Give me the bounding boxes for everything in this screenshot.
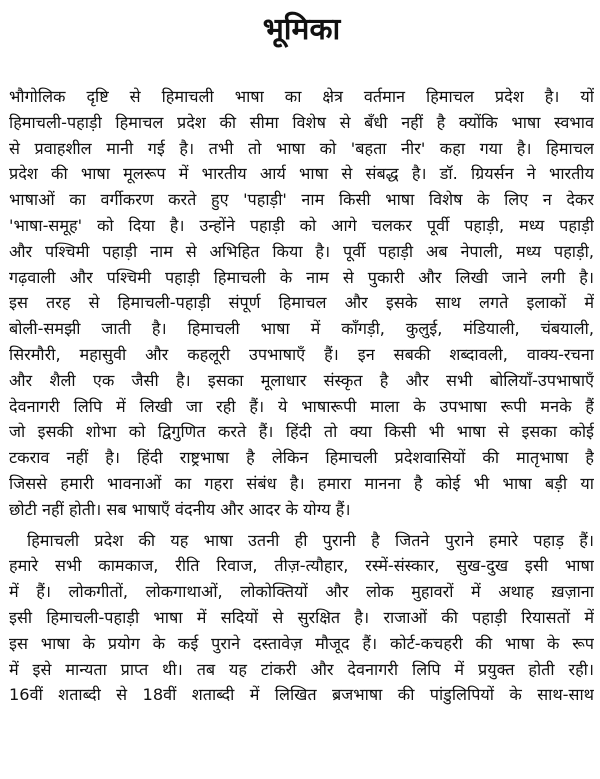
text-line: 16वीं शताब्दी से 18वीं शताब्दी में लिखित ब्रजभाषा की पांडुलिपियों के साथ-साथ <box>9 685 594 705</box>
text-line: हमारे सभी कामकाज, रीति रिवाज, तीज़-त्यौहार, रस्में-संस्कार, सुख-दुख इसी भाषा <box>9 556 594 576</box>
text-line: छोटी नहीं होती। सब भाषाएँ वंदनीय और आदर के योग्य हैं। <box>9 499 351 519</box>
text-line: इसी हिमाचली-पहाड़ी भाषा में सदियों से सुरक्षित है। राजाओं की पहाड़ी रियासतों में <box>9 607 594 627</box>
page-title: भूमिका <box>262 12 341 47</box>
text-line: इस भाषा के प्रयोग के कई पुराने दस्तावेज़ मौजूद हैं। कोर्ट-कचहरी की भाषा के रूप <box>9 633 594 653</box>
text-line: हिमाचली प्रदेश की यह भाषा उतनी ही पुरानी है जितने पुराने हमारे पहाड़ हैं। <box>27 530 594 550</box>
text-line: जिससे हमारी भावनाओं का गहरा संबंध है। हमारा मानना है कोई भी भाषा बड़ी या <box>9 473 594 493</box>
text-line: हिमाचली-पहाड़ी हिमाचल प्रदेश की सीमा विशेष से बँधी नहीं है क्योंकि भाषा स्वभाव <box>9 112 594 132</box>
text-line: भौगोलिक दृष्टि से हिमाचली भाषा का क्षेत्र वर्तमान हिमाचल प्रदेश है। यों <box>9 87 594 106</box>
text-line: इस तरह से हिमाचली-पहाड़ी संपूर्ण हिमाचल और इसके साथ लगते इलाकों में <box>9 293 594 313</box>
text-line: में हैं। लोकगीतों, लोकगाथाओं, लोकोक्तियों और लोक मुहावरों में अथाह ख़ज़ाना <box>9 582 594 602</box>
text-line: टकराव नहीं है। हिंदी राष्ट्रभाषा है लेकिन हिमाचली प्रदेशवासियों की मातृभाषा है <box>9 448 594 468</box>
text-line: और शैली एक जैसी है। इसका मूलाधार संस्कृत है और सभी बोलियाँ-उपभाषाएँ <box>9 370 594 390</box>
text-line: भाषाओं का वर्गीकरण करते हुए 'पहाड़ी' नाम किसी भाषा विशेष के लिए न देकर <box>9 190 594 210</box>
text-line: सिरमौरी, महासुवी और कहलूरी उपभाषाएँ हैं। इन सबकी शब्दावली, वाक्य-रचना <box>9 344 594 364</box>
text-line: जो इसकी शोभा को द्विगुणित करते हैं। हिंदी तो क्या किसी भी भाषा से इसका कोई <box>9 422 594 442</box>
text-line: से प्रवाहशील मानी गई है। तभी तो भाषा को 'बहता नीर' कहा गया है। हिमाचल <box>9 138 594 158</box>
text-line: गढ़वाली और पश्चिमी पहाड़ी हिमाचली के नाम से पुकारी और लिखी जाने लगी है। <box>9 267 594 287</box>
text-line: में इसे मान्यता प्राप्त थी। तब यह टांकरी और देवनागरी लिपि में प्रयुक्त होती रही। <box>9 659 594 679</box>
text-line: और पश्चिमी पहाड़ी नाम से अभिहित किया है। पूर्वी पहाड़ी अब नेपाली, मध्य पहाड़ी, <box>9 241 594 261</box>
text-line: 'भाषा-समूह' को दिया है। उन्होंने पहाड़ी को आगे चलकर पूर्वी पहाड़ी, मध्य पहाड़ी <box>9 215 594 235</box>
text-line: बोली-समझी जाती है। हिमाचली भाषा में काँगड़ी, कुलुई, मंडियाली, चंबयाली, <box>9 319 594 339</box>
text-line: देवनागरी लिपि में लिखी जा रही हैं। ये भाषारूपी माला के उपभाषा रूपी मनके हैं <box>9 396 594 416</box>
paragraph-1 <box>9 84 594 523</box>
text-line: प्रदेश की भाषा मूलरूप में भारतीय आर्य भाषा से संबद्ध है। डॉ. ग्रियर्सन ने भारतीय <box>9 164 594 184</box>
paragraph-2 <box>9 528 594 709</box>
